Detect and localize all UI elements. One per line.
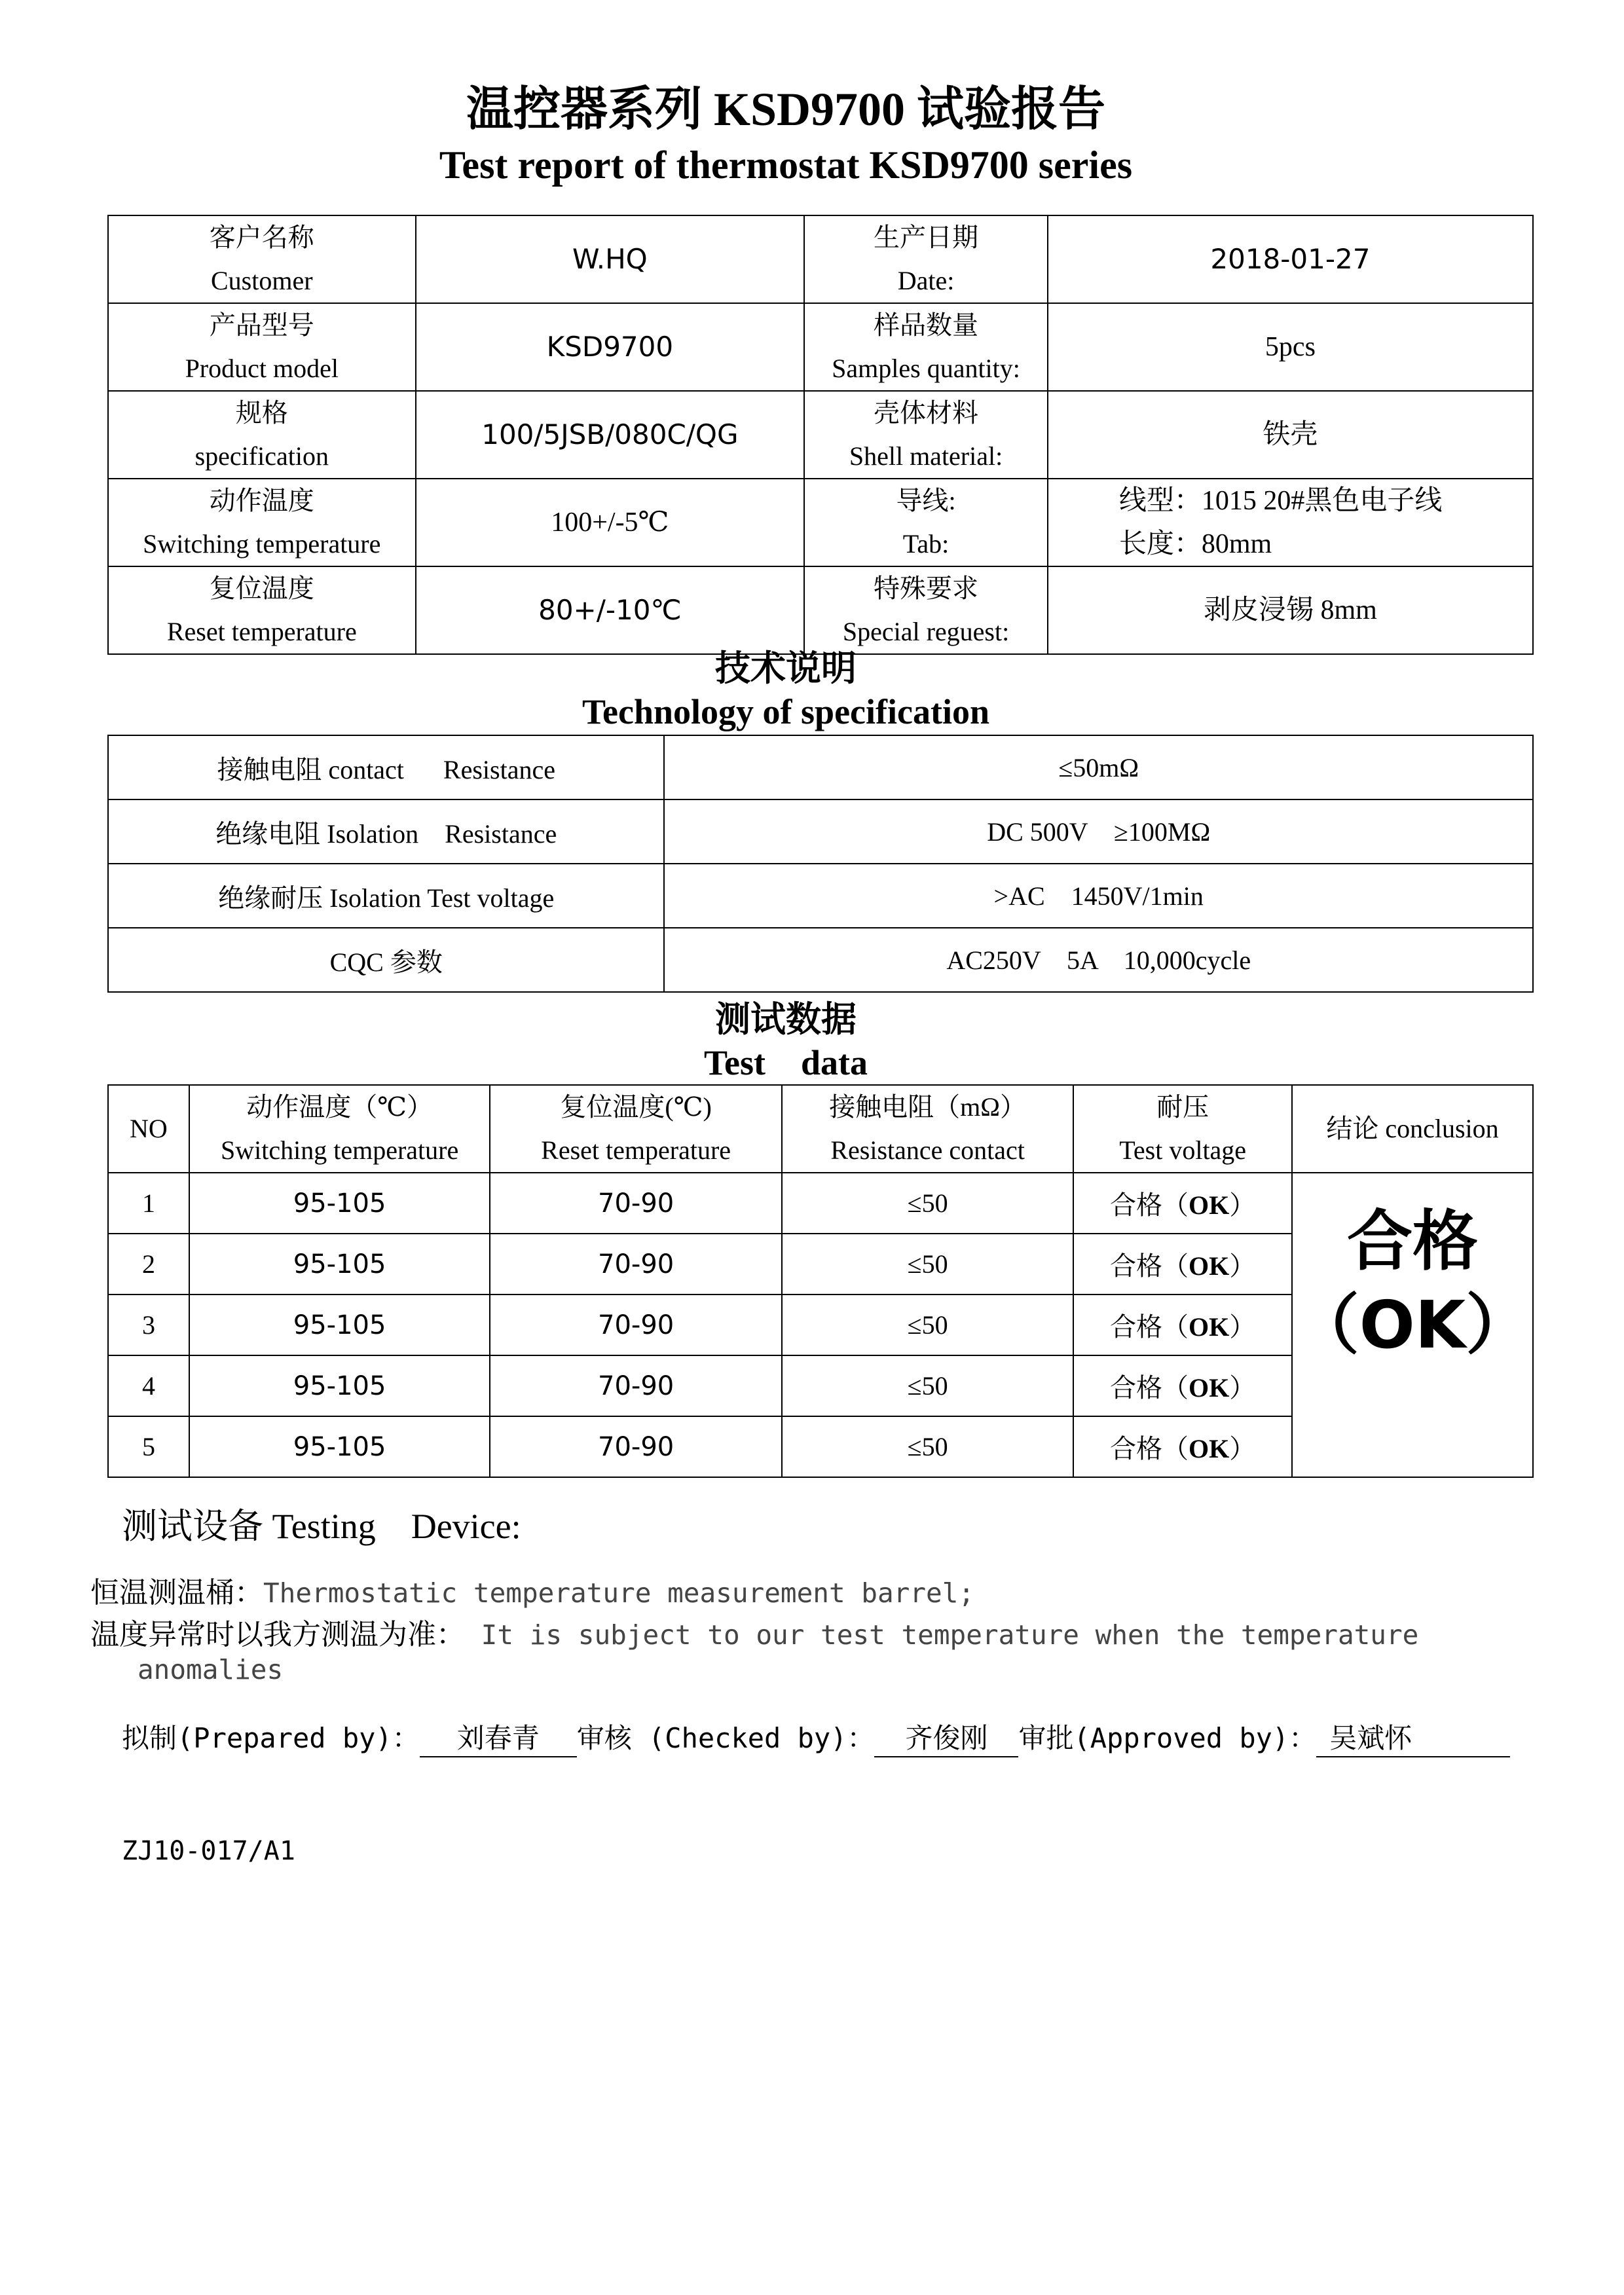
- document-number: ZJ10-017/A1: [122, 1836, 295, 1866]
- note-temperature: 温度异常时以我方测温为准： It is subject to our test temperature when the temperature: [90, 1619, 1419, 1651]
- report-title-en: Test report of thermostat KSD9700 series: [439, 143, 1133, 187]
- tech-value: >AC 1450V/1min: [664, 864, 1533, 928]
- reset-temp-label: 复位温度 Reset temperature: [108, 566, 416, 654]
- row-reset: 70-90: [490, 1234, 782, 1294]
- model-label: 产品型号 Product model: [108, 303, 416, 391]
- row-voltage: 合格（OK）: [1073, 1234, 1292, 1294]
- row-no: 2: [108, 1234, 189, 1294]
- switch-temp-label: 动作温度 Switching temperature: [108, 479, 416, 566]
- date-label: 生产日期 Date:: [804, 215, 1048, 303]
- note-anomalies: anomalies: [138, 1654, 284, 1685]
- row-no: 3: [108, 1294, 189, 1355]
- shell-value: 铁壳: [1048, 391, 1533, 479]
- col-reset-header: 复位温度(℃) Reset temperature: [490, 1085, 782, 1173]
- col-conclusion-header: 结论 conclusion: [1292, 1085, 1533, 1173]
- tech-row: [108, 928, 1533, 992]
- tech-value: DC 500V ≥100MΩ: [664, 799, 1533, 864]
- conclusion-cn: 合格: [1346, 1203, 1478, 1279]
- col-no-header: NO: [108, 1085, 189, 1173]
- test-data-table: [107, 1084, 1534, 1478]
- tech-row: [108, 864, 1533, 928]
- row-resistance: ≤50: [782, 1355, 1073, 1416]
- checked-name: 齐俊刚: [874, 1717, 1018, 1757]
- approved-label: 审批(Approved by)：: [1018, 1722, 1317, 1754]
- table-row: [108, 1173, 1533, 1234]
- conclusion-cell: [1292, 1173, 1533, 1477]
- row-reset: 70-90: [490, 1294, 782, 1355]
- row-no: 5: [108, 1416, 189, 1477]
- row-resistance: ≤50: [782, 1234, 1073, 1294]
- row-resistance: ≤50: [782, 1416, 1073, 1477]
- spec-label: 规格 specification: [108, 391, 416, 479]
- row-voltage: 合格（OK）: [1073, 1416, 1292, 1477]
- row-switch: 95-105: [189, 1294, 490, 1355]
- row-switch: 95-105: [189, 1416, 490, 1477]
- row-no: 4: [108, 1355, 189, 1416]
- row-voltage: 合格（OK）: [1073, 1173, 1292, 1234]
- tech-heading-en: Technology of specification: [581, 692, 989, 731]
- report-title-cn: 温控器系列 KSD9700 试验报告: [466, 83, 1106, 136]
- row-switch: 95-105: [189, 1173, 490, 1234]
- approved-name: 吴斌怀: [1316, 1717, 1510, 1757]
- switch-temp-value: 100+/-5℃: [416, 479, 805, 566]
- prepared-label: 拟制(Prepared by)：: [122, 1722, 420, 1754]
- tech-label: 接触电阻 contact Resistance: [108, 735, 664, 799]
- row-voltage: 合格（OK）: [1073, 1355, 1292, 1416]
- customer-label: 客户名称 Customer: [108, 215, 416, 303]
- qty-value: 5pcs: [1048, 303, 1533, 391]
- tech-row: [108, 735, 1533, 799]
- row-switch: 95-105: [189, 1234, 490, 1294]
- special-value: 剥皮浸锡 8mm: [1048, 566, 1533, 654]
- tech-value: AC250V 5A 10,000cycle: [664, 928, 1533, 992]
- qty-label: 样品数量 Samples quantity:: [804, 303, 1048, 391]
- checked-label: 审核 (Checked by)：: [576, 1722, 875, 1754]
- shell-label: 壳体材料 Shell material:: [804, 391, 1048, 479]
- date-value: 2018-01-27: [1048, 215, 1533, 303]
- test-heading-en: Test data: [703, 1043, 868, 1082]
- model-value: KSD9700: [416, 303, 805, 391]
- col-resistance-header: 接触电阻（mΩ） Resistance contact: [782, 1085, 1073, 1173]
- col-switch-header: 动作温度（℃） Switching temperature: [189, 1085, 490, 1173]
- prepared-name: 刘春青: [420, 1717, 577, 1757]
- row-voltage: 合格（OK）: [1073, 1294, 1292, 1355]
- tab-value: 线型：1015 20#黑色电子线 长度：80mm: [1048, 479, 1533, 566]
- info-table: [107, 215, 1534, 655]
- row-resistance: ≤50: [782, 1173, 1073, 1234]
- signature-line: [122, 1717, 1510, 1757]
- col-voltage-header: 耐压 Test voltage: [1073, 1085, 1292, 1173]
- special-label: 特殊要求 Special reguest:: [804, 566, 1048, 654]
- customer-value: W.HQ: [416, 215, 805, 303]
- note-barrel: 恒温测温桶：Thermostatic temperature measurement barrel;: [90, 1577, 975, 1609]
- row-reset: 70-90: [490, 1416, 782, 1477]
- tech-row: [108, 799, 1533, 864]
- reset-temp-value: 80+/-10℃: [416, 566, 805, 654]
- tech-label: 绝缘耐压 Isolation Test voltage: [108, 864, 664, 928]
- tech-value: ≤50mΩ: [664, 735, 1533, 799]
- tech-label: CQC 参数: [108, 928, 664, 992]
- row-switch: 95-105: [189, 1355, 490, 1416]
- conclusion-ok: （OK）: [1293, 1287, 1532, 1363]
- test-heading-cn: 测试数据: [715, 1000, 857, 1039]
- testing-device-heading: 测试设备 Testing Device:: [122, 1507, 521, 1546]
- row-no: 1: [108, 1173, 189, 1234]
- tech-table: [107, 735, 1534, 993]
- row-reset: 70-90: [490, 1355, 782, 1416]
- spec-value: 100/5JSB/080C/QG: [416, 391, 805, 479]
- tech-label: 绝缘电阻 Isolation Resistance: [108, 799, 664, 864]
- row-resistance: ≤50: [782, 1294, 1073, 1355]
- tech-heading-cn: 技术说明: [715, 649, 857, 688]
- tab-label: 导线: Tab:: [804, 479, 1048, 566]
- row-reset: 70-90: [490, 1173, 782, 1234]
